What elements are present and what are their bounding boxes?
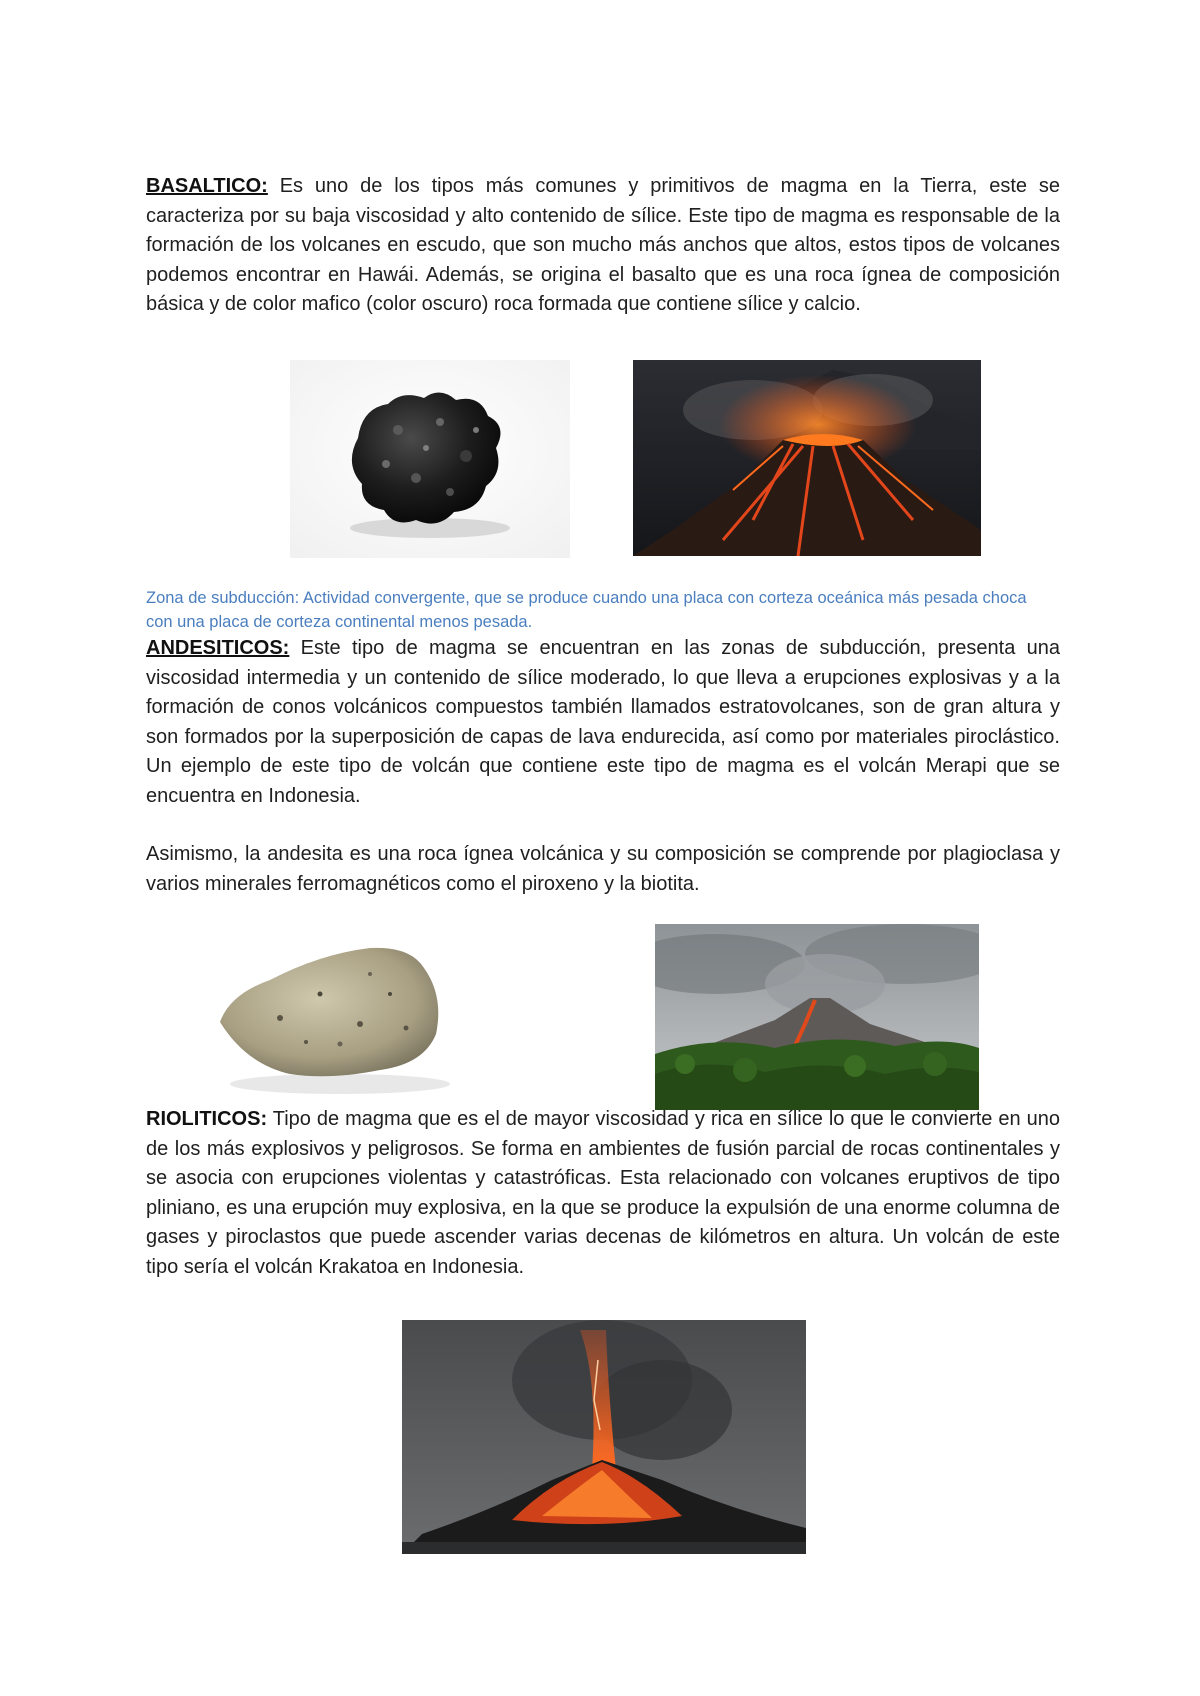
plinian-eruption-image bbox=[402, 1320, 806, 1554]
andesita-paragraph: Asimismo, la andesita es una roca ígnea volcánica y su composición se comprende por plagioclasa y varios minerales ferromagnéticos como el piroxeno y la biotita. bbox=[146, 843, 1060, 895]
basaltico-text: Es uno de los tipos más comunes y primitivos de magma en la Tierra, este se caracteriza por su baja viscosidad y alto contenido de sílice. Este tipo de magma es responsable de la formación de los volcanes en escudo, que son mucho más anchos que altos, estos tipos de volcanes podemos encontrar en Hawái. Además, se origina el basalto que es una roca ígnea de composición básica y de color mafico (color oscuro) roca formada que contiene sílice y calcio. bbox=[146, 175, 1060, 315]
rioliticos-heading: RIOLITICOS: bbox=[146, 1108, 268, 1130]
shield-volcano-image bbox=[633, 360, 981, 556]
rioliticos-paragraph bbox=[146, 1105, 1060, 1282]
andesiticos-text: Este tipo de magma se encuentran en las zonas de subducción, presenta una viscosidad intermedia y un contenido de sílice moderado, lo que lleva a erupciones explosivas y a la formación de conos volcánicos compuestos también llamados estratovolcanes, son de gran altura y son formados por la superposición de capas de lava endurecida, así como por materiales piroclástico. Un ejemplo de este tipo de volcán que contiene este tipo de magma es el volcán Merapi que se encuentra en Indonesia. bbox=[146, 637, 1060, 807]
andesiticos-paragraph bbox=[146, 634, 1060, 811]
rioliticos-text: Tipo de magma que es el de mayor viscosidad y rica en sílice lo que le convierte en uno de los más explosivos y peligrosos. Se forma en ambientes de fusión parcial de rocas continentales y se asocia con erupciones violentas y catastróficas. Esta relacionado con volcanes eruptivos de tipo pliniano, es una erupción muy explosiva, en la que se produce la expulsión de una enorme columna de gases y piroclastos que puede ascender varias decenas de kilómetros en altura. Un volcán de este tipo sería el volcán Krakatoa en Indonesia. bbox=[146, 1108, 1060, 1278]
basaltico-paragraph bbox=[146, 172, 1060, 320]
subduction-caption: Zona de subducción: Actividad convergente, que se produce cuando una placa con corteza oceánica más pesada choca con una placa de corteza continental menos pesada. bbox=[146, 589, 1027, 631]
andesiticos-heading: ANDESITICOS: bbox=[146, 637, 290, 659]
stratovolcano-image bbox=[655, 924, 979, 1110]
basalt-rock-image bbox=[290, 360, 570, 558]
basaltico-heading: BASALTICO: bbox=[146, 175, 268, 197]
andesite-rock-image bbox=[210, 924, 468, 1102]
